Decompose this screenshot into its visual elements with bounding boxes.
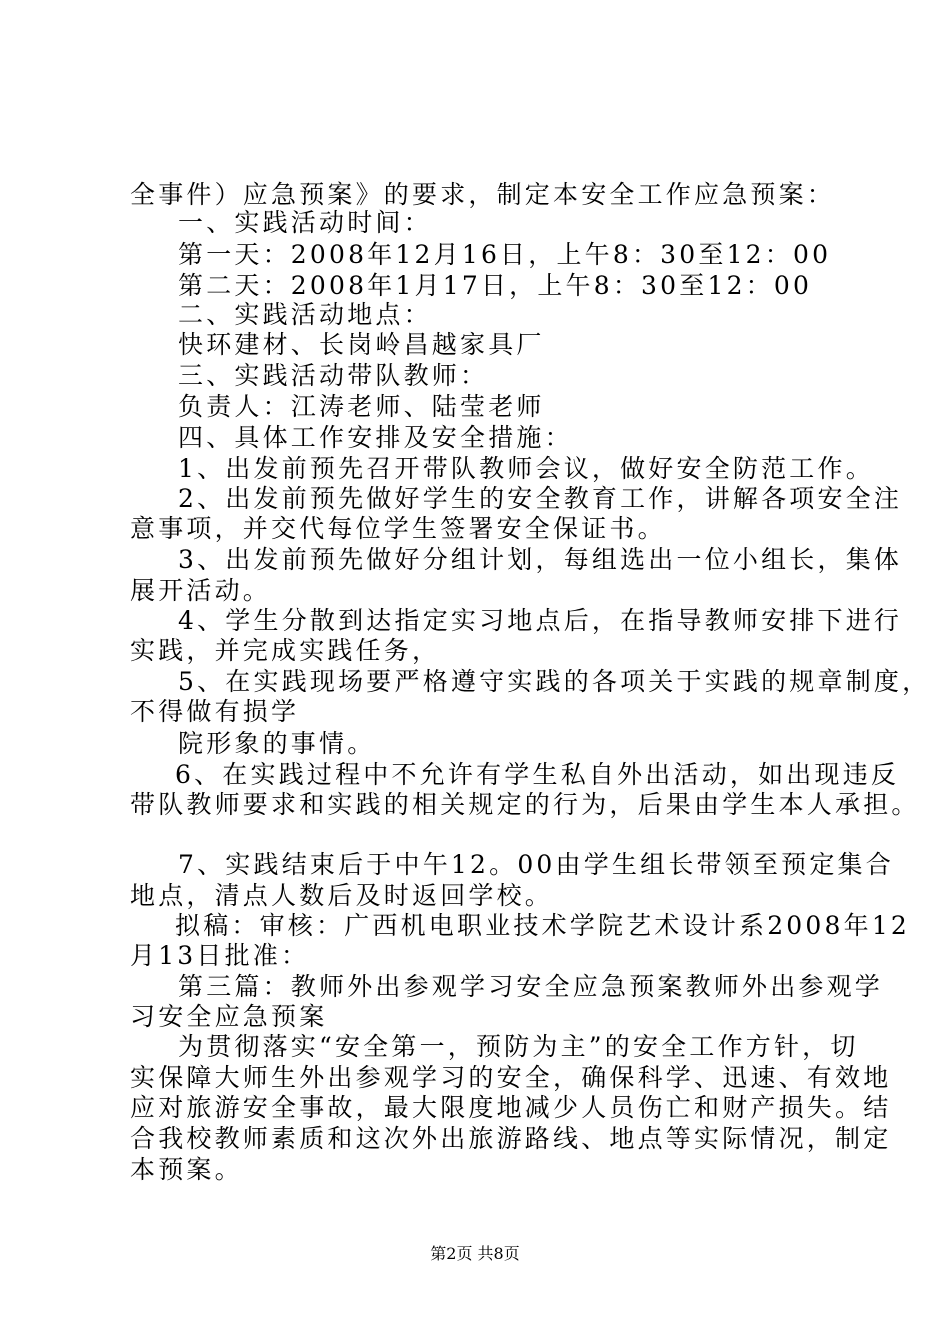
text-line: 拟稿：审核：广西机电职业技术学院艺术设计系2008年12	[175, 911, 911, 940]
text-line: 月13日批准：	[130, 941, 310, 970]
text-line: 第二天：2008年1月17日，上午8：30至12：00	[178, 271, 813, 300]
text-line: 实保障大师生外出参观学习的安全，确保科学、迅速、有效地	[130, 1063, 892, 1092]
text-line: 6、在实践过程中不允许有学生私自外出活动，如出现违反	[175, 760, 900, 789]
text-line: 本预案。	[130, 1155, 243, 1184]
text-line: 负责人：江涛老师、陆莹老师	[178, 392, 545, 421]
text-line: 5、在实践现场要严格遵守实践的各项关于实践的规章制度，	[178, 667, 931, 696]
text-line: 为贯彻落实“安全第一，预防为主”的安全工作方针，切	[178, 1032, 859, 1061]
section-heading: 一、实践活动时间：	[178, 208, 432, 237]
text-line: 3、出发前预先做好分组计划，每组选出一位小组长，集体	[178, 545, 903, 574]
text-line: 应对旅游安全事故，最大限度地减少人员伤亡和财产损失。结	[130, 1093, 892, 1122]
text-line: 意事项，并交代每位学生签署安全保证书。	[130, 514, 666, 543]
text-line: 2、出发前预先做好学生的安全教育工作，讲解各项安全注	[178, 484, 903, 513]
text-line: 展开活动。	[130, 576, 272, 605]
section-heading: 习安全应急预案	[130, 1002, 328, 1031]
text-line: 全事件）应急预案》的要求，制定本安全工作应急预案：	[130, 180, 836, 209]
section-heading: 四、具体工作安排及安全措施：	[178, 423, 573, 452]
text-line: 7、实践结束后于中午12。00由学生组长带领至预定集合	[178, 850, 894, 879]
section-heading: 二、实践活动地点：	[178, 300, 432, 329]
text-line: 地点，清点人数后及时返回学校。	[130, 881, 554, 910]
text-line: 带队教师要求和实践的相关规定的行为，后果由学生本人承担。	[130, 790, 920, 819]
text-line: 院形象的事情。	[178, 729, 376, 758]
section-heading: 三、实践活动带队教师：	[178, 361, 489, 390]
text-line: 快环建材、长岗岭昌越家具厂	[178, 330, 545, 359]
text-line: 第一天：2008年12月16日，上午8：30至12：00	[178, 240, 832, 269]
text-line: 1、出发前预先召开带队教师会议，做好安全防范工作。	[178, 454, 874, 483]
page-indicator: 第2页 共8页	[430, 1244, 520, 1263]
text-line: 合我校教师素质和这次外出旅游路线、地点等实际情况，制定	[130, 1124, 892, 1153]
section-heading: 第三篇：教师外出参观学习安全应急预案教师外出参观学	[178, 972, 884, 1001]
text-line: 实践，并完成实践任务，	[130, 636, 441, 665]
text-line: 不得做有损学	[130, 697, 300, 726]
text-line: 4、学生分散到达指定实习地点后，在指导教师安排下进行	[178, 606, 903, 635]
